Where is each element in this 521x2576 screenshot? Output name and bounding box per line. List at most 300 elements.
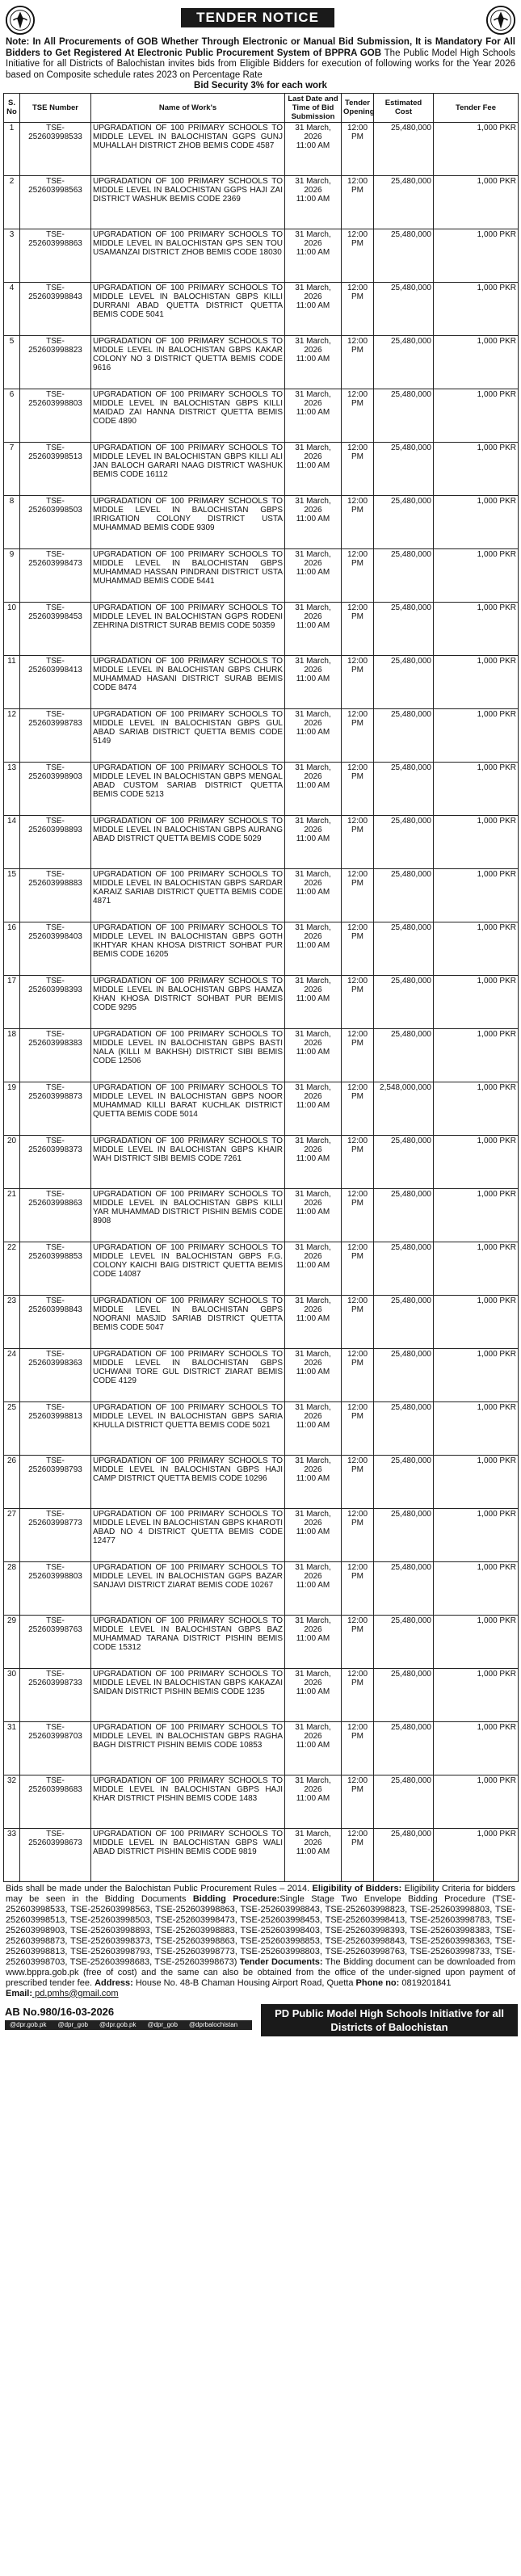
table-row xyxy=(4,762,519,815)
cell-fee: 1,000 PKR xyxy=(434,602,519,655)
last-time: 11:00 AM xyxy=(296,1260,330,1270)
cell-cost: 25,480,000 xyxy=(374,1188,434,1242)
cell-tse: TSE-252603998533 xyxy=(20,122,91,175)
cell-last-date xyxy=(285,1561,342,1615)
last-time: 11:00 AM xyxy=(296,887,330,897)
cell-opening: 12:00 PM xyxy=(342,708,374,762)
government-seal-icon xyxy=(5,5,36,36)
cell-opening: 12:00 PM xyxy=(342,655,374,708)
cell-tse: TSE-252603998773 xyxy=(20,1508,91,1561)
cell-tse: TSE-252603998783 xyxy=(20,708,91,762)
last-time: 11:00 AM xyxy=(296,1687,330,1696)
cell-work: UPGRADATION OF 100 PRIMARY SCHOOLS TO MIDDLE LEVEL IN BALOCHISTAN GBPS KILLI DURRANI ABAD QUETTA DISTRICT QUETTA BEMIS CODE 5041 xyxy=(91,282,285,335)
cell-work: UPGRADATION OF 100 PRIMARY SCHOOLS TO MIDDLE LEVEL IN BALOCHISTAN GGPS GUNJ MUHALLAH DISTRICT ZHOB BEMIS CODE 4587 xyxy=(91,122,285,175)
cell-last-date xyxy=(285,1721,342,1775)
cell-fee: 1,000 PKR xyxy=(434,655,519,708)
last-time: 11:00 AM xyxy=(296,727,330,737)
cell-tse: TSE-252603998563 xyxy=(20,175,91,229)
table-row xyxy=(4,282,519,335)
intro-paragraph xyxy=(3,37,518,92)
cell-fee: 1,000 PKR xyxy=(434,122,519,175)
cell-work: UPGRADATION OF 100 PRIMARY SCHOOLS TO MIDDLE LEVEL IN BALOCHISTAN GBPS UCHWANI TORE GUL DISTRICT ZIARAT BEMIS CODE 4129 xyxy=(91,1348,285,1401)
cell-work: UPGRADATION OF 100 PRIMARY SCHOOLS TO MIDDLE LEVEL IN BALOCHISTAN GBPS KAKAZAI SAIDAN DISTRICT PISHIN BEMIS CODE 1235 xyxy=(91,1668,285,1721)
cell-work: UPGRADATION OF 100 PRIMARY SCHOOLS TO MIDDLE LEVEL IN BALOCHISTAN GBPS AURANG ABAD DISTRICT QUETTA BEMIS CODE 5029 xyxy=(91,815,285,868)
cell-last-date xyxy=(285,335,342,389)
cell-cost: 25,480,000 xyxy=(374,442,434,495)
last-time: 11:00 AM xyxy=(296,194,330,204)
cell-fee: 1,000 PKR xyxy=(434,762,519,815)
last-date: 31 March, 2026 xyxy=(295,336,331,355)
cell-fee: 1,000 PKR xyxy=(434,175,519,229)
cell-cost: 25,480,000 xyxy=(374,175,434,229)
cell-tse: TSE-252603998503 xyxy=(20,495,91,548)
cell-cost: 25,480,000 xyxy=(374,655,434,708)
rules-text: Bids shall be made under the Balochistan Public Procurement Rules – 2014. xyxy=(6,1883,313,1893)
last-time: 11:00 AM xyxy=(296,514,330,523)
cell-sno: 4 xyxy=(4,282,20,335)
last-time: 11:00 AM xyxy=(296,780,330,790)
last-time: 11:00 AM xyxy=(296,300,330,310)
last-date: 31 March, 2026 xyxy=(295,1829,331,1847)
cell-fee: 1,000 PKR xyxy=(434,282,519,335)
cell-opening: 12:00 PM xyxy=(342,1188,374,1242)
cell-opening: 12:00 PM xyxy=(342,762,374,815)
cell-fee: 1,000 PKR xyxy=(434,1295,519,1348)
cell-work: UPGRADATION OF 100 PRIMARY SCHOOLS TO MIDDLE LEVEL IN BALOCHISTAN GBPS HAMZA KHAN KHOSA DISTRICT SOHBAT PUR BEMIS CODE 9295 xyxy=(91,975,285,1028)
col-header-cost: Estimated Cost xyxy=(374,93,434,122)
cell-tse: TSE-252603998843 xyxy=(20,282,91,335)
cell-sno: 8 xyxy=(4,495,20,548)
cell-cost: 25,480,000 xyxy=(374,762,434,815)
last-time: 11:00 AM xyxy=(296,1100,330,1110)
social-handle[interactable]: @dpr.gob.pk xyxy=(10,2020,47,2028)
last-date: 31 March, 2026 xyxy=(295,1402,331,1421)
last-date: 31 March, 2026 xyxy=(295,123,331,141)
last-date: 31 March, 2026 xyxy=(295,1189,331,1208)
table-row xyxy=(4,1455,519,1508)
last-time: 11:00 AM xyxy=(296,1740,330,1750)
table-row xyxy=(4,495,519,548)
cell-sno: 13 xyxy=(4,762,20,815)
cell-work: UPGRADATION OF 100 PRIMARY SCHOOLS TO MIDDLE LEVEL IN BALOCHISTAN GBPS KILLI ALI JAN BALOCH GARARI NAAG DISTRICT WASHUK BEMIS CODE 16112 xyxy=(91,442,285,495)
cell-work: UPGRADATION OF 100 PRIMARY SCHOOLS TO MIDDLE LEVEL IN BALOCHISTAN GBPS BAZ MUHAMMAD TARANA DISTRICT PISHIN BEMIS CODE 15312 xyxy=(91,1615,285,1668)
cell-tse: TSE-252603998763 xyxy=(20,1615,91,1668)
table-row xyxy=(4,1135,519,1188)
cell-cost: 25,480,000 xyxy=(374,548,434,602)
cell-last-date xyxy=(285,1401,342,1455)
last-time: 11:00 AM xyxy=(296,567,330,577)
cell-work: UPGRADATION OF 100 PRIMARY SCHOOLS TO MIDDLE LEVEL IN BALOCHISTAN GBPS SARIA KHULLA DISTRICT QUETTA BEMIS CODE 5021 xyxy=(91,1401,285,1455)
last-time: 11:00 AM xyxy=(296,1154,330,1163)
last-date: 31 March, 2026 xyxy=(295,443,331,461)
cell-last-date xyxy=(285,655,342,708)
cell-tse: TSE-252603998513 xyxy=(20,442,91,495)
last-time: 11:00 AM xyxy=(296,460,330,470)
cell-last-date xyxy=(285,442,342,495)
cell-opening: 12:00 PM xyxy=(342,868,374,922)
cell-opening: 12:00 PM xyxy=(342,335,374,389)
cell-cost: 25,480,000 xyxy=(374,1295,434,1348)
documents-label: Tender Documents: xyxy=(239,1956,323,1967)
cell-last-date xyxy=(285,1455,342,1508)
cell-work: UPGRADATION OF 100 PRIMARY SCHOOLS TO MIDDLE LEVEL IN BALOCHISTAN GBPS KILLI YAR MUHAMMAD DISTRICT PISHIN BEMIS CODE 8908 xyxy=(91,1188,285,1242)
cell-cost: 25,480,000 xyxy=(374,1135,434,1188)
government-seal-icon xyxy=(485,5,516,36)
cell-work: UPGRADATION OF 100 PRIMARY SCHOOLS TO MIDDLE LEVEL IN BALOCHISTAN GBPS HAJI KHAR DISTRICT PISHIN BEMIS CODE 1483 xyxy=(91,1775,285,1828)
cell-opening: 12:00 PM xyxy=(342,602,374,655)
cell-tse: TSE-252603998903 xyxy=(20,762,91,815)
cell-opening: 12:00 PM xyxy=(342,442,374,495)
cell-sno: 11 xyxy=(4,655,20,708)
table-row xyxy=(4,335,519,389)
cell-work: UPGRADATION OF 100 PRIMARY SCHOOLS TO MIDDLE LEVEL IN BALOCHISTAN GGPS HAJI ZAI DISTRICT WASHUK BEMIS CODE 2369 xyxy=(91,175,285,229)
cell-sno: 1 xyxy=(4,122,20,175)
cell-work: UPGRADATION OF 100 PRIMARY SCHOOLS TO MIDDLE LEVEL IN BALOCHISTAN GBPS KHAIR WAH DISTRICT SIBI BEMIS CODE 7261 xyxy=(91,1135,285,1188)
cell-last-date xyxy=(285,1295,342,1348)
cell-tse: TSE-252603998383 xyxy=(20,1028,91,1082)
cell-opening: 12:00 PM xyxy=(342,975,374,1028)
cell-opening: 12:00 PM xyxy=(342,1135,374,1188)
cell-fee: 1,000 PKR xyxy=(434,1828,519,1881)
last-date: 31 March, 2026 xyxy=(295,176,331,195)
table-row xyxy=(4,655,519,708)
cell-sno: 14 xyxy=(4,815,20,868)
cell-sno: 20 xyxy=(4,1135,20,1188)
cell-work: UPGRADATION OF 100 PRIMARY SCHOOLS TO MIDDLE LEVEL IN BALOCHISTAN GBPS HAJI CAMP DISTRICT QUETTA BEMIS CODE 10296 xyxy=(91,1455,285,1508)
cell-sno: 9 xyxy=(4,548,20,602)
cell-last-date xyxy=(285,975,342,1028)
cell-last-date xyxy=(285,282,342,335)
last-date: 31 March, 2026 xyxy=(295,549,331,568)
cell-work: UPGRADATION OF 100 PRIMARY SCHOOLS TO MIDDLE LEVEL IN BALOCHISTAN GBPS NOOR MUHAMMAD KILLI BARAT KUCHLAK DISTRICT QUETTA BEMIS CODE 5014 xyxy=(91,1082,285,1135)
cell-fee: 1,000 PKR xyxy=(434,1668,519,1721)
cell-sno: 25 xyxy=(4,1401,20,1455)
cell-work: UPGRADATION OF 100 PRIMARY SCHOOLS TO MIDDLE LEVEL IN BALOCHISTAN GBPS GOTH IKHTYAR KHAN KHOSA DISTRICT SOHBAT PUR BEMIS CODE 16205 xyxy=(91,922,285,975)
cell-cost: 25,480,000 xyxy=(374,389,434,442)
cell-fee: 1,000 PKR xyxy=(434,975,519,1028)
cell-sno: 23 xyxy=(4,1295,20,1348)
cell-sno: 29 xyxy=(4,1615,20,1668)
last-time: 11:00 AM xyxy=(296,940,330,950)
cell-opening: 12:00 PM xyxy=(342,1828,374,1881)
cell-opening: 12:00 PM xyxy=(342,122,374,175)
last-date: 31 March, 2026 xyxy=(295,1349,331,1368)
cell-opening: 12:00 PM xyxy=(342,1775,374,1828)
cell-opening: 12:00 PM xyxy=(342,1401,374,1455)
cell-work: UPGRADATION OF 100 PRIMARY SCHOOLS TO MIDDLE LEVEL IN BALOCHISTAN GBPS BASTI NALA (KILLI M BAKHSH) DISTRICT SIBI BEMIS CODE 12506 xyxy=(91,1028,285,1082)
cell-fee: 1,000 PKR xyxy=(434,1135,519,1188)
cell-tse: TSE-252603998733 xyxy=(20,1668,91,1721)
table-row xyxy=(4,1721,519,1775)
cell-fee: 1,000 PKR xyxy=(434,1401,519,1455)
cell-fee: 1,000 PKR xyxy=(434,335,519,389)
tender-notice-page xyxy=(3,0,518,2038)
cell-last-date xyxy=(285,1242,342,1295)
cell-sno: 21 xyxy=(4,1188,20,1242)
cell-work: UPGRADATION OF 100 PRIMARY SCHOOLS TO MIDDLE LEVEL IN BALOCHISTAN GBPS SARDAR KARAIZ SARIAB DISTRICT QUETTA BEMIS CODE 4871 xyxy=(91,868,285,922)
last-date: 31 March, 2026 xyxy=(295,1082,331,1101)
cell-tse: TSE-252603998843 xyxy=(20,1295,91,1348)
last-time: 11:00 AM xyxy=(296,834,330,843)
cell-tse: TSE-252603998803 xyxy=(20,389,91,442)
cell-fee: 1,000 PKR xyxy=(434,1028,519,1082)
last-time: 11:00 AM xyxy=(296,994,330,1003)
cell-opening: 12:00 PM xyxy=(342,1721,374,1775)
col-header-sno: S. No xyxy=(4,93,20,122)
cell-opening: 12:00 PM xyxy=(342,1028,374,1082)
table-row xyxy=(4,1028,519,1082)
cell-fee: 1,000 PKR xyxy=(434,495,519,548)
cell-work: UPGRADATION OF 100 PRIMARY SCHOOLS TO MIDDLE LEVEL IN BALOCHISTAN GGPS RODENI ZEHRINA DISTRICT SURAB BEMIS CODE 50359 xyxy=(91,602,285,655)
cell-cost: 25,480,000 xyxy=(374,1615,434,1668)
cell-fee: 1,000 PKR xyxy=(434,1188,519,1242)
cell-sno: 7 xyxy=(4,442,20,495)
col-header-work: Name of Work's xyxy=(91,93,285,122)
table-row xyxy=(4,922,519,975)
mandatory-note: Note: In All Procurements of GOB Whether Through Electronic or Manual Bid Submission, It is Mandatory For All Bidders to Get Registered At Electronic Public Procurement System of BPPRA GOB xyxy=(6,37,515,58)
cell-last-date xyxy=(285,762,342,815)
phone-text: 0819201841 xyxy=(399,1977,452,1988)
last-time: 11:00 AM xyxy=(296,1367,330,1376)
cell-opening: 12:00 PM xyxy=(342,1348,374,1401)
documents-text: The Bidding document can be downloaded from www.bppra.gob.pk (free of cost) and the same can also be obtained from the office of the under-signed upon payment of prescribed tender fee. xyxy=(6,1956,515,1988)
cell-fee: 1,000 PKR xyxy=(434,815,519,868)
table-row xyxy=(4,1188,519,1242)
ad-number: AB No.980/16-03-2026 xyxy=(5,2005,115,2018)
cell-sno: 27 xyxy=(4,1508,20,1561)
cell-work: UPGRADATION OF 100 PRIMARY SCHOOLS TO MIDDLE LEVEL IN BALOCHISTAN GBPS MUHAMMAD HASSAN PINDRANI DISTRICT USTA MUHAMMAD BEMIS CODE 5441 xyxy=(91,548,285,602)
cell-tse: TSE-252603998683 xyxy=(20,1775,91,1828)
last-date: 31 March, 2026 xyxy=(295,1722,331,1741)
issuer-line-1: PD Public Model High Schools Initiative for all xyxy=(275,2007,504,2019)
cell-opening: 12:00 PM xyxy=(342,1561,374,1615)
last-time: 11:00 AM xyxy=(296,1527,330,1536)
cell-fee: 1,000 PKR xyxy=(434,1775,519,1828)
table-row xyxy=(4,229,519,282)
cell-tse: TSE-252603998373 xyxy=(20,1135,91,1188)
cell-fee: 1,000 PKR xyxy=(434,868,519,922)
cell-last-date xyxy=(285,708,342,762)
cell-tse: TSE-252603998853 xyxy=(20,1242,91,1295)
cell-opening: 12:00 PM xyxy=(342,175,374,229)
table-row xyxy=(4,1561,519,1615)
cell-last-date xyxy=(285,495,342,548)
cell-cost: 25,480,000 xyxy=(374,1348,434,1401)
cell-sno: 15 xyxy=(4,868,20,922)
cell-last-date xyxy=(285,1188,342,1242)
last-time: 11:00 AM xyxy=(296,1047,330,1057)
bid-security-line: Bid Security 3% for each work xyxy=(194,81,327,90)
cell-cost: 25,480,000 xyxy=(374,1508,434,1561)
cell-tse: TSE-252603998893 xyxy=(20,815,91,868)
bottom-bar xyxy=(3,2004,518,2038)
cell-last-date xyxy=(285,1508,342,1561)
last-date: 31 March, 2026 xyxy=(295,1669,331,1687)
social-handle[interactable]: @dpr_gob xyxy=(147,2020,178,2028)
cell-sno: 10 xyxy=(4,602,20,655)
cell-cost: 25,480,000 xyxy=(374,1721,434,1775)
cell-work: UPGRADATION OF 100 PRIMARY SCHOOLS TO MIDDLE LEVEL IN BALOCHISTAN GGPS BAZAR SANJAVI DISTRICT ZIARAT BEMIS CODE 10267 xyxy=(91,1561,285,1615)
table-row xyxy=(4,1668,519,1721)
cell-cost: 25,480,000 xyxy=(374,282,434,335)
cell-cost: 25,480,000 xyxy=(374,335,434,389)
cell-last-date xyxy=(285,922,342,975)
cell-work: UPGRADATION OF 100 PRIMARY SCHOOLS TO MIDDLE LEVEL IN BALOCHISTAN GBPS CHURK MUHAMMAD HASANI DISTRICT SURAB BEMIS CODE 8474 xyxy=(91,655,285,708)
cell-last-date xyxy=(285,1135,342,1188)
last-time: 11:00 AM xyxy=(296,674,330,683)
cell-last-date xyxy=(285,1668,342,1721)
col-header-last-date: Last Date and Time of Bid Submission xyxy=(285,93,342,122)
cell-tse: TSE-252603998363 xyxy=(20,1348,91,1401)
last-date: 31 March, 2026 xyxy=(295,976,331,994)
cell-work: UPGRADATION OF 100 PRIMARY SCHOOLS TO MIDDLE LEVEL IN BALOCHISTAN GBPS GUL ABAD SARIAB DISTRICT QUETTA BEMIS CODE 5149 xyxy=(91,708,285,762)
last-time: 11:00 AM xyxy=(296,1313,330,1323)
cell-cost: 25,480,000 xyxy=(374,868,434,922)
procedure-text: Single Stage Two Envelope Bidding Procedure (TSE-252603998533, TSE-252603998563, TSE-252603998863, TSE-252603998843, TSE-252603998823, TSE-252603998803, TSE-252603998513, TSE-252603998503, TSE-252603998473, TSE-252603998453, TSE-252603998413, TSE-252603998783, TSE-252603998903, TSE-252603998893, TSE-252603998883, TSE-252603998403, TSE-252603998393, TSE-252603998383, TSE-252603998873, TSE-252603998373, TSE-252603998863, TSE-252603998853, TSE-252603998843, TSE-252603998363, TSE-252603998813, TSE-252603998793, TSE-252603998773, TSE-252603998803, TSE-252603998763, TSE-252603998733, TSE-252603998703, TSE-252603998683, TSE-252603998673) xyxy=(6,1893,515,1967)
last-time: 11:00 AM xyxy=(296,354,330,363)
last-date: 31 March, 2026 xyxy=(295,1509,331,1528)
cell-fee: 1,000 PKR xyxy=(434,389,519,442)
cell-fee: 1,000 PKR xyxy=(434,1082,519,1135)
cell-fee: 1,000 PKR xyxy=(434,442,519,495)
cell-last-date xyxy=(285,548,342,602)
cell-last-date xyxy=(285,602,342,655)
cell-tse: TSE-252603998873 xyxy=(20,1082,91,1135)
cell-opening: 12:00 PM xyxy=(342,1668,374,1721)
cell-cost: 2,548,000,000 xyxy=(374,1082,434,1135)
social-handle[interactable]: @dpr.gob.pk xyxy=(99,2020,137,2028)
col-header-fee: Tender Fee xyxy=(434,93,519,122)
last-time: 11:00 AM xyxy=(296,141,330,150)
cell-sno: 24 xyxy=(4,1348,20,1401)
cell-sno: 3 xyxy=(4,229,20,282)
last-date: 31 March, 2026 xyxy=(295,1242,331,1261)
cell-last-date xyxy=(285,1028,342,1082)
table-row xyxy=(4,975,519,1028)
cell-opening: 12:00 PM xyxy=(342,1082,374,1135)
cell-opening: 12:00 PM xyxy=(342,1295,374,1348)
table-row xyxy=(4,1615,519,1668)
cell-opening: 12:00 PM xyxy=(342,1242,374,1295)
table-row xyxy=(4,1775,519,1828)
cell-sno: 18 xyxy=(4,1028,20,1082)
issuer-box xyxy=(261,2004,518,2036)
last-date: 31 March, 2026 xyxy=(295,1456,331,1474)
cell-sno: 32 xyxy=(4,1775,20,1828)
cell-sno: 6 xyxy=(4,389,20,442)
cell-work: UPGRADATION OF 100 PRIMARY SCHOOLS TO MIDDLE LEVEL IN BALOCHISTAN GBPS F.G. COLONY KAICHI BAIG DISTRICT QUETTA BEMIS CODE 14087 xyxy=(91,1242,285,1295)
cell-opening: 12:00 PM xyxy=(342,229,374,282)
last-date: 31 March, 2026 xyxy=(295,656,331,674)
cell-cost: 25,480,000 xyxy=(374,122,434,175)
address-label: Address: xyxy=(95,1977,133,1988)
cell-tse: TSE-252603998703 xyxy=(20,1721,91,1775)
cell-sno: 2 xyxy=(4,175,20,229)
last-date: 31 March, 2026 xyxy=(295,1616,331,1634)
cell-cost: 25,480,000 xyxy=(374,1828,434,1881)
social-handle[interactable]: @dpr_gob xyxy=(57,2020,88,2028)
cell-last-date xyxy=(285,1828,342,1881)
col-header-tse: TSE Number xyxy=(20,93,91,122)
last-date: 31 March, 2026 xyxy=(295,1029,331,1048)
cell-sno: 22 xyxy=(4,1242,20,1295)
last-time: 11:00 AM xyxy=(296,1580,330,1590)
cell-cost: 25,480,000 xyxy=(374,1242,434,1295)
cell-cost: 25,480,000 xyxy=(374,922,434,975)
cell-fee: 1,000 PKR xyxy=(434,708,519,762)
cell-opening: 12:00 PM xyxy=(342,389,374,442)
last-time: 11:00 AM xyxy=(296,1633,330,1643)
cell-opening: 12:00 PM xyxy=(342,1455,374,1508)
social-handle[interactable]: @dprbalochistan xyxy=(188,2020,238,2028)
notice-header xyxy=(3,3,518,37)
cell-fee: 1,000 PKR xyxy=(434,1508,519,1561)
cell-cost: 25,480,000 xyxy=(374,1775,434,1828)
cell-sno: 30 xyxy=(4,1668,20,1721)
cell-fee: 1,000 PKR xyxy=(434,1561,519,1615)
cell-tse: TSE-252603998823 xyxy=(20,335,91,389)
table-row xyxy=(4,1348,519,1401)
last-date: 31 March, 2026 xyxy=(295,496,331,515)
last-time: 11:00 AM xyxy=(296,247,330,257)
cell-cost: 25,480,000 xyxy=(374,708,434,762)
phone-label: Phone no: xyxy=(355,1977,400,1988)
cell-last-date xyxy=(285,1775,342,1828)
cell-last-date xyxy=(285,122,342,175)
cell-work: UPGRADATION OF 100 PRIMARY SCHOOLS TO MIDDLE LEVEL IN BALOCHISTAN GPS SEN TOU USAMANZAI DISTRICT ZHOB BEMIS CODE 18030 xyxy=(91,229,285,282)
table-row xyxy=(4,442,519,495)
table-row xyxy=(4,1508,519,1561)
cell-cost: 25,480,000 xyxy=(374,975,434,1028)
cell-work: UPGRADATION OF 100 PRIMARY SCHOOLS TO MIDDLE LEVEL IN BALOCHISTAN GBPS WALI ABAD DISTRICT PISHIN BEMIS CODE 9819 xyxy=(91,1828,285,1881)
table-row xyxy=(4,1242,519,1295)
last-date: 31 March, 2026 xyxy=(295,709,331,728)
cell-tse: TSE-252603998883 xyxy=(20,868,91,922)
last-date: 31 March, 2026 xyxy=(295,763,331,781)
table-row xyxy=(4,389,519,442)
col-header-opening: Tender Opening xyxy=(342,93,374,122)
last-date: 31 March, 2026 xyxy=(295,229,331,248)
cell-fee: 1,000 PKR xyxy=(434,922,519,975)
cell-last-date xyxy=(285,815,342,868)
cell-last-date xyxy=(285,1348,342,1401)
cell-tse: TSE-252603998393 xyxy=(20,975,91,1028)
cell-cost: 25,480,000 xyxy=(374,1561,434,1615)
cell-work: UPGRADATION OF 100 PRIMARY SCHOOLS TO MIDDLE LEVEL IN BALOCHISTAN GBPS KAKAR COLONY NO 3 DISTRICT QUETTA BEMIS CODE 9616 xyxy=(91,335,285,389)
last-date: 31 March, 2026 xyxy=(295,389,331,408)
last-time: 11:00 AM xyxy=(296,1207,330,1217)
cell-cost: 25,480,000 xyxy=(374,602,434,655)
cell-work: UPGRADATION OF 100 PRIMARY SCHOOLS TO MIDDLE LEVEL IN BALOCHISTAN GBPS NOORANI MASJID SARIAB DISTRICT QUETTA BEMIS CODE 5047 xyxy=(91,1295,285,1348)
last-time: 11:00 AM xyxy=(296,1793,330,1803)
table-header-row xyxy=(4,93,519,122)
table-row xyxy=(4,175,519,229)
cell-tse: TSE-252603998863 xyxy=(20,1188,91,1242)
cell-fee: 1,000 PKR xyxy=(434,1455,519,1508)
cell-opening: 12:00 PM xyxy=(342,548,374,602)
footer-paragraph xyxy=(3,1882,518,1999)
cell-opening: 12:00 PM xyxy=(342,1508,374,1561)
cell-work: UPGRADATION OF 100 PRIMARY SCHOOLS TO MIDDLE LEVEL IN BALOCHISTAN GBPS KILLI MAIDAD ZAI HANNA DISTRICT QUETTA BEMIS CODE 4890 xyxy=(91,389,285,442)
last-date: 31 March, 2026 xyxy=(295,603,331,621)
eligibility-label: Eligibility of Bidders: xyxy=(312,1883,402,1893)
intro-body: The Public Model High Schools Initiative for all Districts of Balochistan invites bids from Eligible Bidders for execution of following works for the Year 2026 based on Composite schedule rates 2023 on Percentage Rate xyxy=(6,48,516,80)
cell-sno: 17 xyxy=(4,975,20,1028)
email-link[interactable]: pd.pmhs@gmail.com xyxy=(32,1988,119,1998)
cell-cost: 25,480,000 xyxy=(374,815,434,868)
last-date: 31 March, 2026 xyxy=(295,1136,331,1154)
last-time: 11:00 AM xyxy=(296,1420,330,1430)
